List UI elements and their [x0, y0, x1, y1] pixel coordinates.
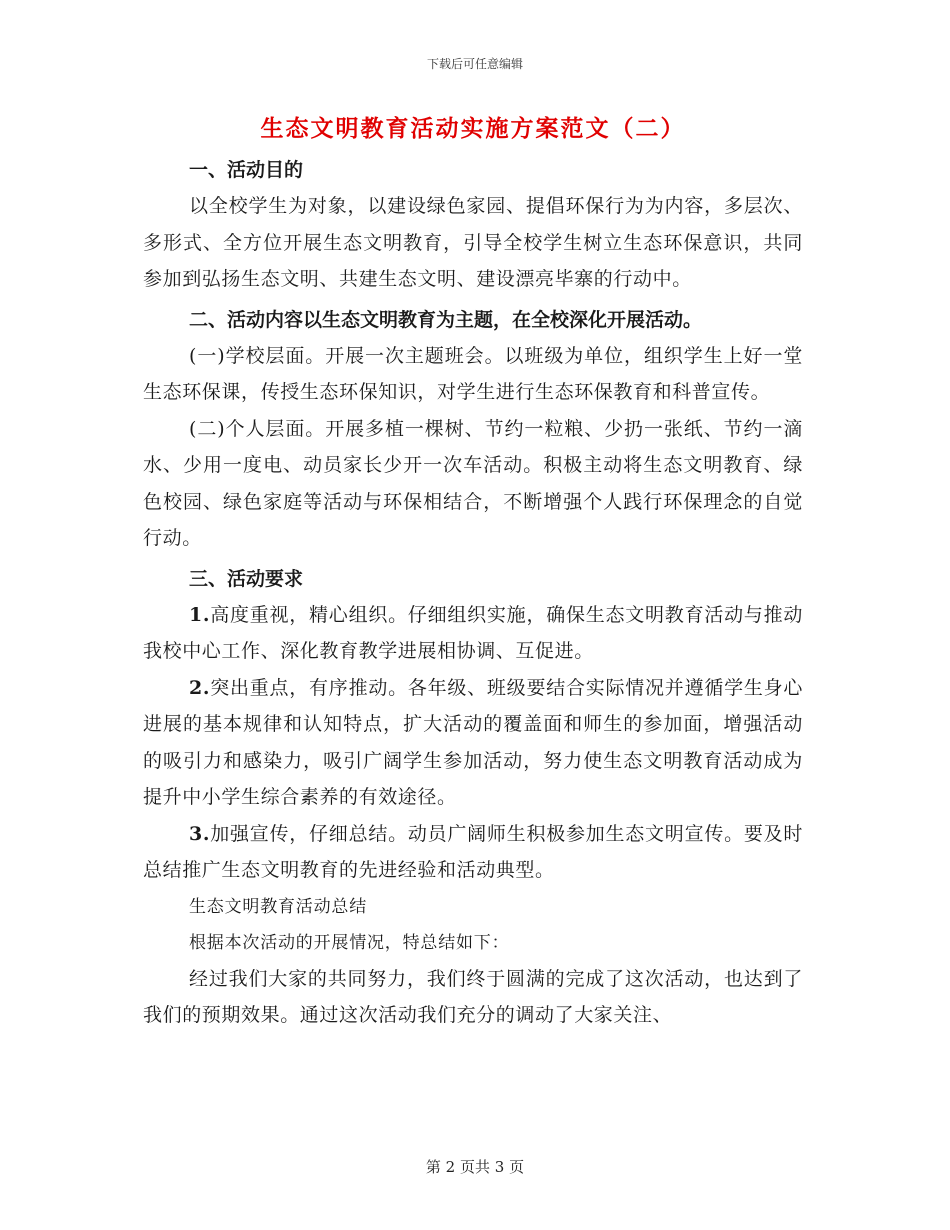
- requirement-number: 2.: [189, 676, 211, 699]
- paragraph-purpose: 以全校学生为对象，以建设绿色家园、提倡环保行为为内容，多层次、多形式、全方位开展生态文明教育，引导全校学生树立生态环保意识，共同参加到弘扬生态文明、共建生态文明、建设漂亮毕寨的行动中。: [143, 195, 803, 290]
- requirement-text: 突出重点，有序推动。各年级、班级要结合实际情况并遵循学生身心进展的基本规律和认知特点，扩大活动的覆盖面和师生的参加面，增强活动的吸引力和感染力，吸引广阔学生参加活动，努力使生态文明教育活动成为提升中小学生综合素养的有效途径。: [143, 676, 803, 808]
- requirement-text: 高度重视，精心组织。仔细组织实施，确保生态文明教育活动与推动我校中心工作、深化教育教学进展相协调、互促进。: [143, 603, 803, 662]
- requirement-number: 3.: [189, 822, 211, 845]
- summary-title: 生态文明教育活动总结: [189, 896, 367, 917]
- section-heading-requirements: 三、活动要求: [189, 567, 304, 590]
- requirement-item: [143, 597, 803, 670]
- summary-paragraph: 经过我们大家的共同努力，我们终于圆满的完成了这次活动，也达到了我们的预期效果。通过这次活动我们充分的调动了大家关注、: [143, 967, 803, 1026]
- paragraph-school-level: (一)学校层面。开展一次主题班会。以班级为单位，组织学生上好一堂生态环保课，传授生态环保知识，对学生进行生态环保教育和科普宣传。: [143, 344, 803, 403]
- page-footer: 第 2 页共 3 页: [425, 1158, 525, 1176]
- document-body: [143, 112, 803, 1034]
- document-title: 生态文明教育活动实施方案范文（二）: [260, 115, 686, 142]
- requirement-item: [143, 816, 803, 889]
- requirement-item: [143, 670, 803, 816]
- requirement-text: 加强宣传，仔细总结。动员广阔师生积极参加生态文明宣传。要及时总结推广生态文明教育的先进经验和活动典型。: [143, 822, 803, 881]
- paragraph-personal-level: (二)个人层面。开展多植一棵树、节约一粒粮、少扔一张纸、节约一滴水、少用一度电、动员家长少开一次车活动。积极主动将生态文明教育、绿色校园、绿色家庭等活动与环保相结合，不断增强个人践行环保理念的自觉行动。: [143, 417, 803, 549]
- requirement-number: 1.: [189, 603, 211, 626]
- section-heading-purpose: 一、活动目的: [189, 159, 304, 181]
- header-note: 下载后可任意编辑: [426, 57, 523, 71]
- summary-intro: 根据本次活动的开展情况，特总结如下：: [189, 932, 510, 953]
- section-heading-content: 二、活动内容以生态文明教育为主题，在全校深化开展活动。: [189, 308, 703, 331]
